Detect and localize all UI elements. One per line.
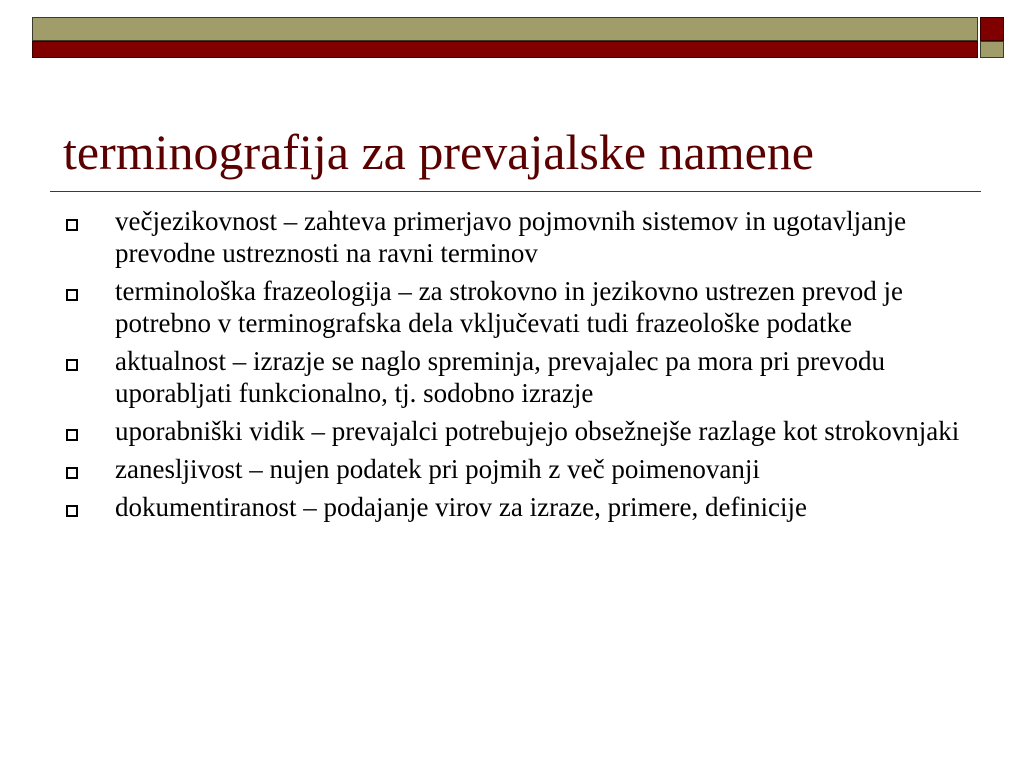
hollow-square-icon <box>66 289 78 301</box>
bullet-text: uporabniški vidik – prevajalci potrebujejo obsežnejše razlage kot strokovnjaki <box>115 416 960 446</box>
header-band-olive <box>32 17 978 41</box>
bullet-text: aktualnost – izrazje se naglo spreminja, prevajalec pa mora pri prevodu uporabljati funkcionalno, tj. sodobno izrazje <box>115 346 885 408</box>
bullet-text: večjezikovnost – zahteva primerjavo pojmovnih sistemov in ugotavljanje prevodne ustreznosti na ravni terminov <box>115 206 907 268</box>
bullet-item <box>64 415 984 447</box>
header-corner-maroon <box>980 17 1004 41</box>
bullet-text: terminološka frazeologija – za strokovno in jezikovno ustrezen prevod je potrebno v terminografska dela vključevati tudi frazeološke podatke <box>115 276 903 338</box>
header-band-maroon <box>32 41 978 58</box>
bullet-text: zanesljivost – nujen podatek pri pojmih z več poimenovanji <box>115 454 760 484</box>
hollow-square-icon <box>66 359 78 371</box>
title-divider <box>50 191 981 192</box>
bullet-item <box>64 491 984 523</box>
bullet-item <box>64 453 984 485</box>
hollow-square-icon <box>66 219 78 231</box>
bullet-list <box>64 205 984 529</box>
bullet-text: dokumentiranost – podajanje virov za izraze, primere, definicije <box>115 492 807 522</box>
bullet-item <box>64 345 984 409</box>
bullet-item <box>64 205 984 269</box>
hollow-square-icon <box>66 467 78 479</box>
hollow-square-icon <box>66 429 78 441</box>
bullet-item <box>64 275 984 339</box>
slide-title: terminografija za prevajalske namene <box>63 124 815 180</box>
header-corner-olive <box>980 41 1004 58</box>
hollow-square-icon <box>66 505 78 517</box>
